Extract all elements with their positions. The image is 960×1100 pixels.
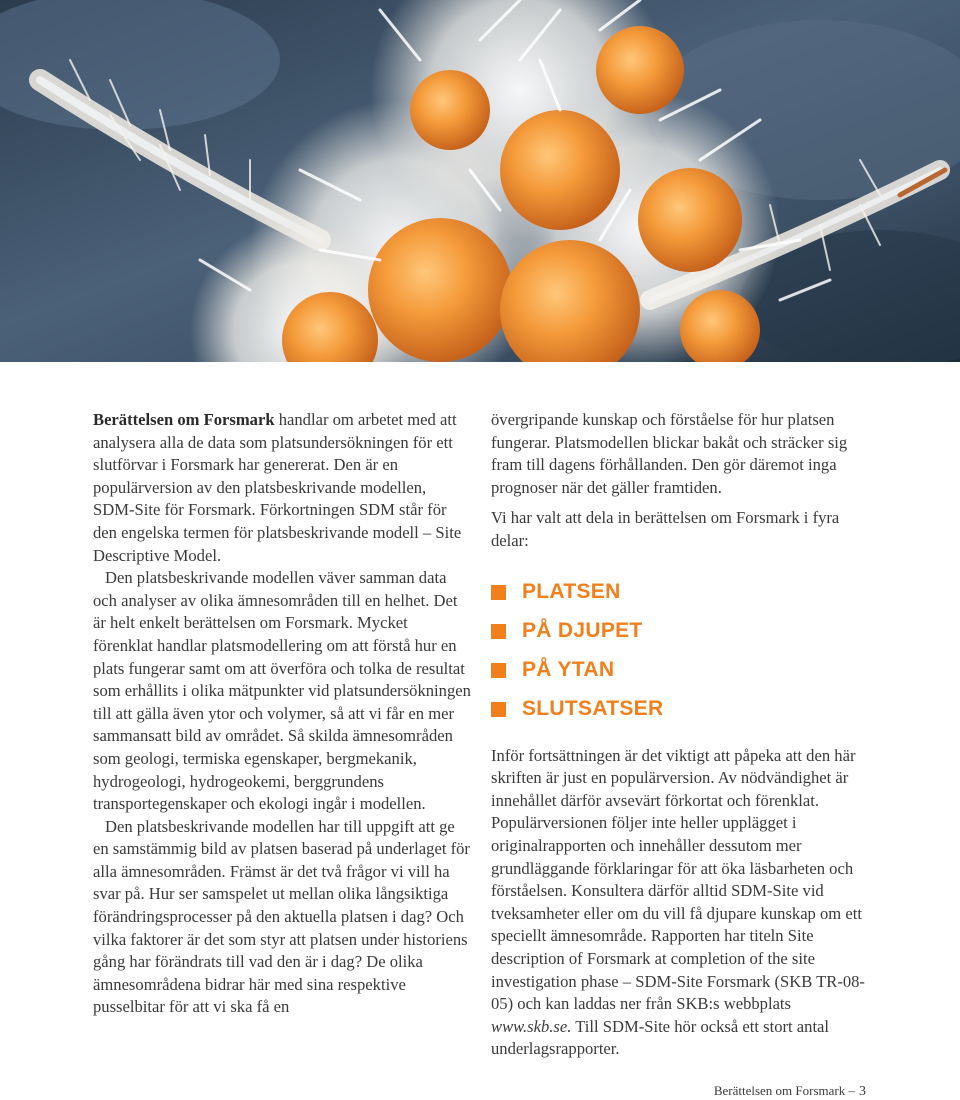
- section-item-platsen: [491, 573, 871, 612]
- page-number: 3: [859, 1084, 866, 1099]
- orange-square-icon: [491, 663, 506, 678]
- frost-berries-photo-icon: [0, 0, 960, 362]
- closing-text-b: Till SDM-Site hör också ett stort antal underlagsrapporter.: [491, 1016, 830, 1059]
- footer-title: Berättelsen om Forsmark –: [713, 1083, 855, 1098]
- orange-square-icon: [491, 585, 506, 600]
- closing-text-a: Inför fortsättningen är det viktigt att påpeka att den här skriften är just en populärversion. Av nödvändighet är innehållet därför avsevärt förkortat och förenklat. Populärversionen följer inte heller upplägget i originalrapporten och innehåller dessutom mer grundläggande förklaringar för att öka läsbarheten och förståelsen. Konsultera därför alltid SDM-Site vid tveksamheter eller om du vill få djupare kunskap om ett speciellt ämnesområde. Rapporten har titeln Site description of Forsmark at completion of the site investigation phase – SDM-Site Forsmark (SKB TR-08-05) och kan laddas ner från SKB:s webbplats: [491, 745, 865, 1014]
- section-label: SLUTSATSER: [522, 696, 664, 720]
- section-item-pa-djupet: [491, 612, 871, 651]
- section-label: PLATSEN: [522, 579, 621, 603]
- intro-text: handlar om arbetet med att analysera alla de data som platsundersökningen för ett slutförvar i Forsmark har genererat. Den är en populärversion av den platsbeskrivande modellen, SDM-Site för Forsmark. Förkortningen SDM står för den engelska termen för platsbeskrivande modell – Site Descriptive Model.: [93, 410, 462, 565]
- lead-phrase: Berättelsen om Forsmark: [93, 410, 275, 429]
- orange-square-icon: [491, 702, 506, 717]
- sections-intro: Vi har valt att dela in berättelsen om Forsmark i fyra delar:: [491, 508, 840, 550]
- body-paragraph-3: Den platsbeskrivande modellen har till uppgift att ge en samstämmig bild av platsen baserad på underlaget för alla ämnesområden. Främst är det två frågor vi vill ha svar på. Hur ser samspelet ut mellan olika långsiktiga förändringsprocesser på den aktuella platsen i dag? Och vilka faktorer är det som styr att platsen under historiens gång har förändrats till vad den är i dag? De olika ämnesområdena bidrar här med sina respektive pusselbitar för att vi ska få en: [93, 816, 470, 1017]
- section-item-pa-ytan: [491, 651, 871, 690]
- right-column: [491, 409, 871, 1061]
- page-footer: [714, 1083, 866, 1100]
- section-label: PÅ DJUPET: [522, 618, 643, 642]
- continued-paragraph: övergripande kunskap och förståelse för hur platsen fungerar. Platsmodellen blickar bakåt och sträcker sig fram till dagens förhållanden. Den gör däremot inga prognoser när det gäller framtiden.: [491, 410, 848, 497]
- section-label: PÅ YTAN: [522, 657, 615, 681]
- body-paragraph-2: Den platsbeskrivande modellen väver samman data och analyser av olika ämnesområden till en helhet. Det är helt enkelt berättelsen om Forsmark. Mycket förenklat handlar platsmodellering om att förstå hur en plats fungerar samt om att överföra och tolka de resultat som erhållits i olika mätpunkter vid platsundersökningen till att gälla även ytor och volymer, så att vi får en mer sammansatt bild av området. Så skilda ämnesområden som geologi, termiska egenskaper, bergmekanik, hydrogeologi, hydrogeokemi, berggrundens transportegenskaper och ekologi ingår i modellen.: [93, 568, 471, 814]
- hero-photo: [0, 0, 960, 362]
- orange-square-icon: [491, 624, 506, 639]
- section-list: [491, 573, 871, 729]
- section-item-slutsatser: [491, 690, 871, 729]
- closing-paragraph: [491, 745, 871, 1061]
- intro-paragraph: [93, 409, 471, 567]
- left-column: [93, 409, 471, 1019]
- website-link[interactable]: www.skb.se.: [491, 1016, 572, 1036]
